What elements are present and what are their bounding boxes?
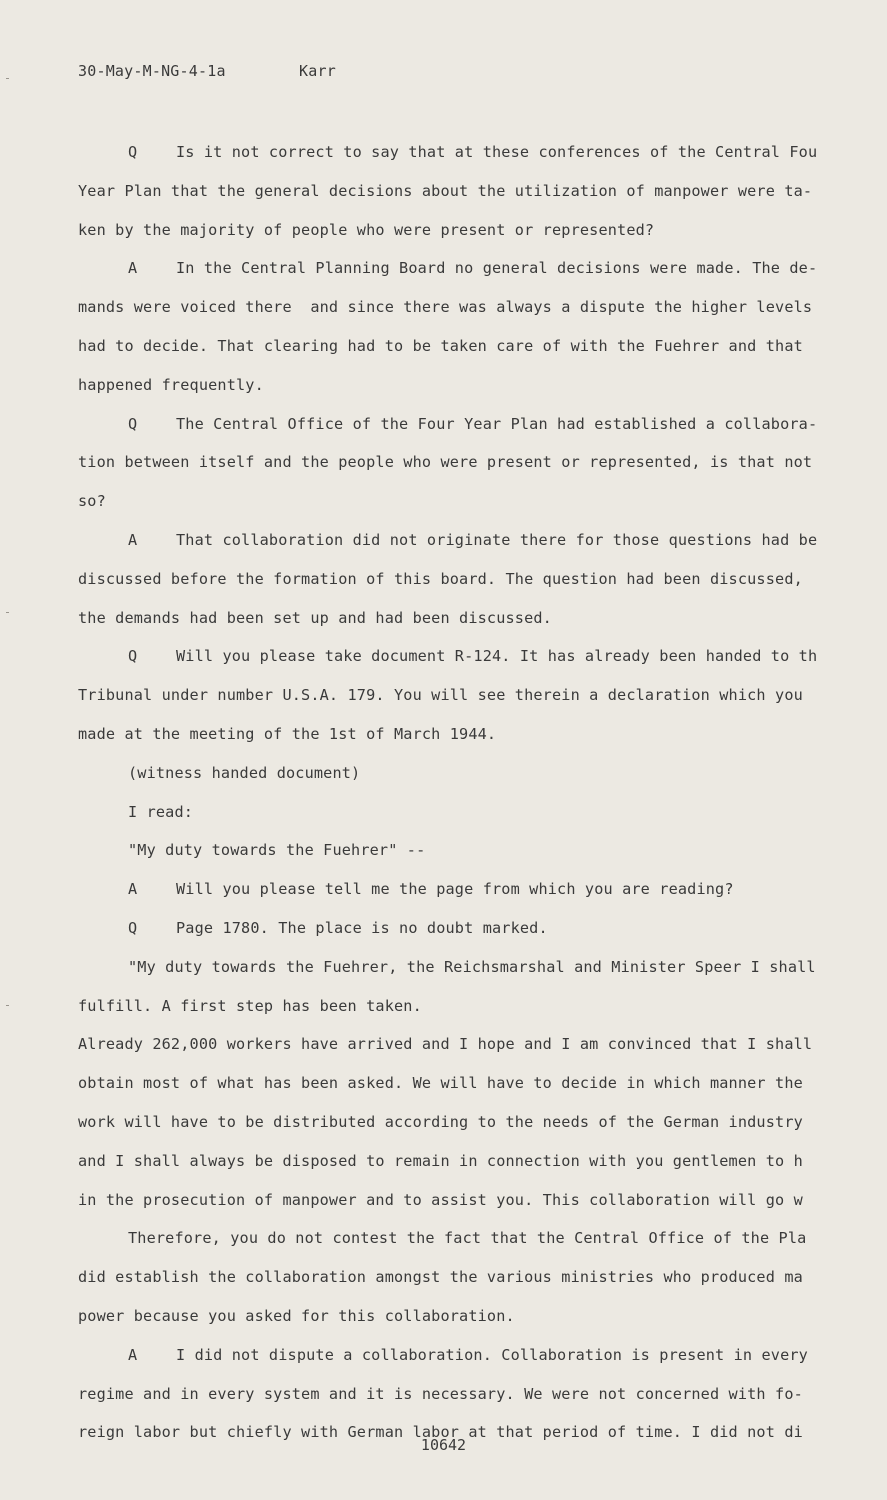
page-header [78,62,336,80]
line-text: I did not dispute a collaboration. Collaboration is present in every [176,1345,808,1364]
line-text: reign labor but chiefly with German labor at that period of time. I did not di [78,1423,803,1442]
line-text: in the prosecution of manpower and to assist you. This collaboration will go w [78,1190,803,1209]
line-text: fulfill. A first step has been taken. [78,996,422,1015]
line-text: ken by the majority of people who were present or represented? [78,220,655,239]
line-text: obtain most of what has been asked. We will have to decide in which manner the [78,1074,803,1093]
line-text: Is it not correct to say that at these conferences of the Central Fou [176,143,818,161]
speaker-label: Q [128,918,138,937]
line-text: happened frequently. [78,375,264,394]
speaker-label: A [128,1345,138,1364]
line-text: discussed before the formation of this board. The question had been discussed, [78,569,803,588]
transcript-line [78,948,838,987]
line-text: (witness handed document) [128,763,361,782]
transcript-line [78,1258,838,1297]
speaker-label: A [128,880,138,899]
line-text: had to decide. That clearing had to be taken care of with the Fuehrer and that [78,336,803,355]
transcript-line [78,366,838,405]
transcript-line [78,909,838,948]
transcript-line [78,288,838,327]
line-text: and I shall always be disposed to remain in connection with you gentlemen to h [78,1151,803,1170]
line-text: Tribunal under number U.S.A. 179. You will see therein a declaration which you [78,686,803,705]
line-text: Already 262,000 workers have arrived and I hope and I am convinced that I shall [78,1035,813,1054]
line-text: "My duty towards the Fuehrer" -- [128,841,426,860]
transcript-line [78,1219,838,1258]
line-text: Therefore, you do not contest the fact that the Central Office of the Pla [128,1229,807,1248]
transcript-line [78,1297,838,1336]
transcript-line [78,1103,838,1142]
speaker-label: Q [128,143,138,161]
line-text: That collaboration did not originate there for those questions had be [176,530,818,549]
transcript-line [78,1025,838,1064]
transcript-line [78,987,838,1026]
line-text: work will have to be distributed according to the needs of the German industry [78,1112,803,1131]
speaker-label: A [128,259,138,278]
line-text: In the Central Planning Board no general decisions were made. The de- [176,259,818,278]
transcript-line [78,1336,838,1375]
transcript-line [78,443,838,482]
line-text: regime and in every system and it is necessary. We were not concerned with fo- [78,1384,803,1403]
transcript-line [78,676,838,715]
page-number: 10642 [420,1436,467,1454]
line-text: Will you please take document R-124. It has already been handed to th [176,647,818,666]
line-text: Will you please tell me the page from which you are reading? [176,880,734,899]
transcript-line [78,754,838,793]
transcript-line [78,482,838,521]
transcript-line [78,637,838,676]
line-text: I read: [128,802,194,821]
line-text: made at the meeting of the 1st of March 1944. [78,724,497,743]
transcript-line [78,405,838,444]
witness-name: Karr [299,62,336,80]
transcript-line [78,715,838,754]
transcript-line [78,870,838,909]
transcript-line [78,1142,838,1181]
speaker-label: A [128,530,138,549]
line-text: power because you asked for this collaboration. [78,1306,515,1325]
speaker-label: Q [128,647,138,666]
line-text: The Central Office of the Four Year Plan had established a collabora- [176,414,818,433]
line-text: so? [78,492,106,511]
transcript-line [78,793,838,832]
transcript-line [78,599,838,638]
document-reference: 30-May-M-NG-4-1a [78,62,226,80]
transcript-line [78,133,838,172]
line-text: "My duty towards the Fuehrer, the Reichsmarshal and Minister Speer I shall [128,957,816,976]
transcript-line [78,831,838,870]
transcript-line [78,521,838,560]
transcript-line [78,1375,838,1414]
line-text: the demands had been set up and had been discussed. [78,608,552,627]
transcript-line [78,560,838,599]
line-text: tion between itself and the people who were present or represented, is that not [78,453,813,472]
speaker-label: Q [128,414,138,433]
transcript-line [78,1181,838,1220]
margin-mark [6,612,9,613]
transcript-line [78,211,838,250]
line-text: Page 1780. The place is no doubt marked. [176,918,548,937]
line-text: mands were voiced there and since there was always a dispute the higher levels [78,298,813,317]
transcript-line [78,327,838,366]
transcript-body [78,133,838,1452]
line-text: Year Plan that the general decisions about the utilization of manpower were ta- [78,181,813,200]
line-text: did establish the collaboration amongst the various ministries who produced ma [78,1268,803,1287]
transcript-line [78,1064,838,1103]
transcript-line [78,172,838,211]
margin-mark [6,78,9,79]
transcript-line [78,249,838,288]
margin-mark [6,1005,9,1006]
